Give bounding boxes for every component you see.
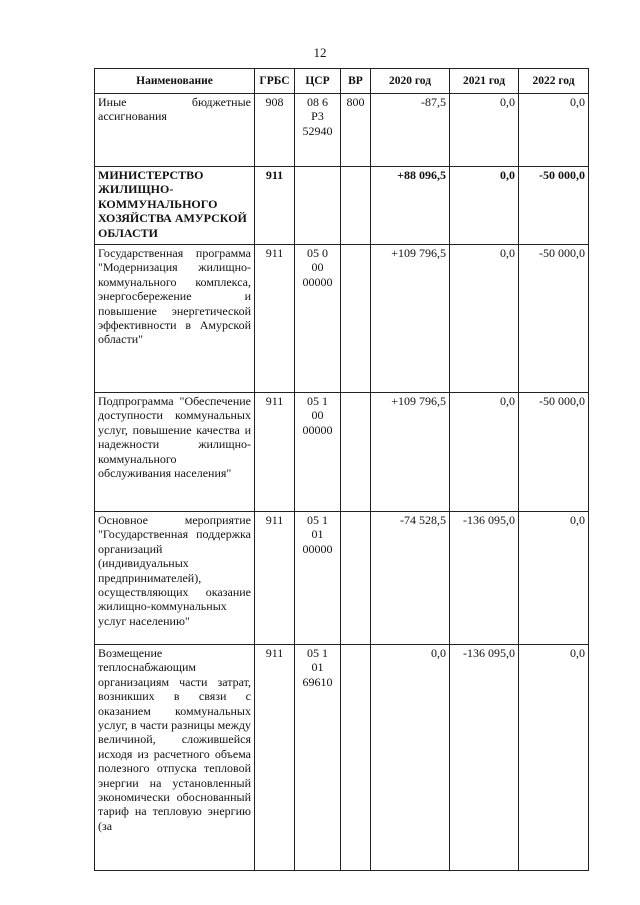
csr-part: 01	[311, 527, 324, 542]
row-2022: -50 000,0	[519, 245, 589, 393]
csr-part: 00	[311, 408, 324, 423]
csr-part: 69610	[302, 674, 333, 689]
row-2021: -136 095,0	[450, 512, 519, 645]
row-vr	[341, 512, 371, 645]
row-vr	[341, 245, 371, 393]
row-grbs: 911	[255, 512, 295, 645]
row-vr	[341, 167, 371, 245]
row-csr	[295, 393, 341, 512]
page-number: 12	[313, 45, 327, 60]
row-name: Основное мероприятие "Государственная поддержка организаций (индивидуальных предпринимателей), осуществляющих оказание жилищно-коммунальных услуг населению"	[95, 512, 255, 645]
table-row	[95, 512, 589, 645]
row-grbs: 911	[255, 393, 295, 512]
row-2022: 0,0	[519, 94, 589, 167]
row-2020: +88 096,5	[371, 167, 450, 245]
row-csr	[295, 94, 341, 167]
row-2021: 0,0	[450, 94, 519, 167]
row-csr	[295, 245, 341, 393]
row-csr	[295, 645, 341, 871]
table-row	[95, 245, 589, 393]
csr-part: 00000	[302, 274, 333, 289]
header-grbs: ГРБС	[255, 69, 295, 94]
table-row	[95, 645, 589, 871]
row-name: Государственная программа "Модернизация жилищно-коммунального комплекса, энергосбережение и повышение энергетической эффективности в Амурской области"	[95, 245, 255, 393]
row-vr: 800	[341, 94, 371, 167]
header-vr: ВР	[341, 69, 371, 94]
table-row	[95, 167, 589, 245]
csr-part: 05 1	[307, 513, 328, 527]
row-2020: -87,5	[371, 94, 450, 167]
row-2020: +109 796,5	[371, 393, 450, 512]
row-csr	[295, 167, 341, 245]
table-header-row	[95, 69, 589, 94]
row-2022: -50 000,0	[519, 393, 589, 512]
header-name: Наименование	[95, 69, 255, 94]
csr-part: 52940	[302, 123, 333, 138]
csr-part: 05 1	[307, 646, 328, 660]
row-grbs: 908	[255, 94, 295, 167]
csr-part: 00000	[302, 422, 333, 437]
row-csr	[295, 512, 341, 645]
csr-part: 05 1	[307, 394, 328, 408]
row-grbs: 911	[255, 245, 295, 393]
row-2020: -74 528,5	[371, 512, 450, 645]
csr-part: 00000	[302, 541, 333, 556]
csr-part: Р3	[311, 109, 324, 124]
row-2020: 0,0	[371, 645, 450, 871]
row-name: Возмещение теплоснабжающим организациям части затрат, возникших в связи с оказанием коммунальных услуг, в части разницы между величиной, сложившейся исходя из расчетного объема полезного отпуска тепловой энергии на установленный экономически обоснованный тариф на тепловую энергию (за	[95, 645, 255, 871]
row-2021: 0,0	[450, 245, 519, 393]
csr-part: 01	[311, 660, 324, 675]
row-vr	[341, 645, 371, 871]
row-vr	[341, 393, 371, 512]
row-name: Иные бюджетные ассигнования	[95, 94, 255, 167]
table-row	[95, 94, 589, 167]
row-2022: 0,0	[519, 645, 589, 871]
row-2021: 0,0	[450, 393, 519, 512]
row-grbs: 911	[255, 167, 295, 245]
header-csr: ЦСР	[295, 69, 341, 94]
row-2020: +109 796,5	[371, 245, 450, 393]
row-grbs: 911	[255, 645, 295, 871]
header-2021: 2021 год	[450, 69, 519, 94]
row-2021: 0,0	[450, 167, 519, 245]
header-2022: 2022 год	[519, 69, 589, 94]
csr-part: 00	[311, 260, 324, 275]
header-2020: 2020 год	[371, 69, 450, 94]
row-2021: -136 095,0	[450, 645, 519, 871]
row-name: МИНИСТЕРСТВО ЖИЛИЩНО-КОММУНАЛЬНОГО ХОЗЯЙСТВА АМУРСКОЙ ОБЛАСТИ	[95, 167, 255, 245]
csr-part: 08 6	[307, 95, 328, 109]
row-name: Подпрограмма "Обеспечение доступности коммунальных услуг, повышение качества и надежности жилищно-коммунального обслуживания населения"	[95, 393, 255, 512]
table-row	[95, 393, 589, 512]
budget-table	[94, 68, 589, 871]
row-2022: -50 000,0	[519, 167, 589, 245]
row-2022: 0,0	[519, 512, 589, 645]
csr-part: 05 0	[307, 246, 328, 260]
